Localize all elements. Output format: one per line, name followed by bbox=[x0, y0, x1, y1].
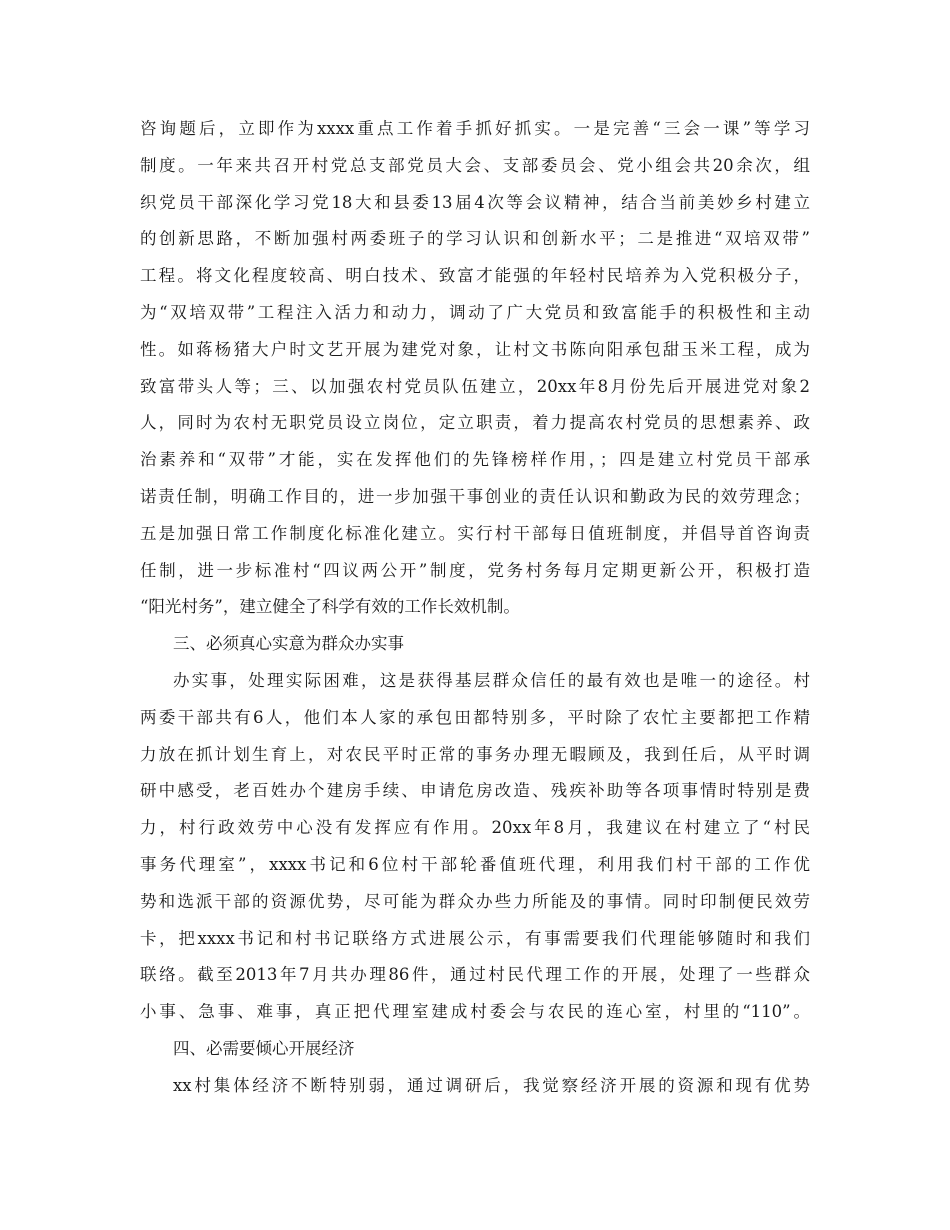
text-line: 性。如蒋杨猪大户时文艺开展为建党对象，让村文书陈向阳承包甜玉米工程，成为 bbox=[140, 339, 810, 359]
text-line: 制度。一年来共召开村党总支部党员大会、支部委员会、党小组会共20余次，组 bbox=[140, 155, 810, 175]
text-line: 致富带头人等；三、以加强农村党员队伍建立，20xx年8月份先后开展进党对象2 bbox=[140, 376, 810, 396]
text-line: 卡，把xxxx书记和村书记联络方式进展公示，有事需要我们代理能够随时和我们 bbox=[140, 928, 810, 948]
text-line: 为“双培双带”工程注入活力和动力，调动了广大党员和致富能手的积极性和主动 bbox=[140, 302, 810, 322]
text-line: 办实事，处理实际困难，这是获得基层群众信任的最有效也是唯一的途径。村 bbox=[173, 670, 810, 690]
body-text bbox=[140, 111, 810, 1105]
text-line: 咨询题后，立即作为xxxx重点工作着手抓好抓实。一是完善“三会一课”等学习 bbox=[140, 119, 810, 138]
text-line: 治素养和“双带”才能，实在发挥他们的先锋榜样作用，；四是建立村党员干部承 bbox=[140, 450, 810, 470]
text-line: 力，村行政效劳中心没有发挥应有作用。20xx年8月，我建议在村建立了“村民 bbox=[140, 818, 810, 838]
text-line: 力放在抓计划生育上，对农民平时正常的事务办理无暇顾及，我到任后，从平时调 bbox=[140, 744, 810, 764]
text-line: 的创新思路，不断加强村两委班子的学习认识和创新水平；二是推进“双培双带” bbox=[140, 229, 810, 249]
text-line: “阳光村务”，建立健全了科学有效的工作长效机制。 bbox=[140, 597, 520, 617]
text-line: 任制，进一步标准村“四议两公开”制度，党务村务每月定期更新公开，积极打造 bbox=[140, 560, 810, 580]
text-line: 小事、急事、难事，真正把代理室建成村委会与农民的连心室，村里的“110”。 bbox=[140, 1002, 810, 1022]
text-line: 工程。将文化程度较高、明白技术、致富才能强的年轻村民培养为入党积极分子， bbox=[140, 266, 810, 286]
text-line: 人，同时为农村无职党员设立岗位，定立职责，着力提高农村党员的思想素养、政 bbox=[140, 413, 810, 433]
text-line: 联络。截至2013年7月共办理86件，通过村民代理工作的开展，处理了一些群众 bbox=[140, 965, 810, 985]
text-line: 织党员干部深化学习党18大和县委13届4次等会议精神，结合当前美妙乡村建立 bbox=[140, 192, 810, 212]
text-line: 三、必须真心实意为群众办实事 bbox=[173, 634, 404, 654]
text-line: 诺责任制，明确工作目的，进一步加强干事创业的责任认识和勤政为民的效劳理念； bbox=[140, 486, 810, 506]
text-line: 事务代理室”，xxxx书记和6位村干部轮番值班代理，利用我们村干部的工作优 bbox=[140, 854, 810, 874]
text-line: xx村集体经济不断特别弱，通过调研后，我觉察经济开展的资源和现有优势 bbox=[173, 1075, 810, 1095]
text-line: 四、必需要倾心开展经济 bbox=[173, 1038, 355, 1058]
text-line: 两委干部共有6人，他们本人家的承包田都特别多，平时除了农忙主要都把工作精 bbox=[140, 707, 810, 727]
text-line: 五是加强日常工作制度化标准化建立。实行村干部每日值班制度，并倡导首咨询责 bbox=[140, 523, 810, 543]
text-line: 势和选派干部的资源优势，尽可能为群众办些力所能及的事情。同时印制便民效劳 bbox=[140, 891, 810, 911]
text-line: 研中感受，老百姓办个建房手续、申请危房改造、残疾补助等各项事情时特别是费 bbox=[140, 781, 810, 801]
